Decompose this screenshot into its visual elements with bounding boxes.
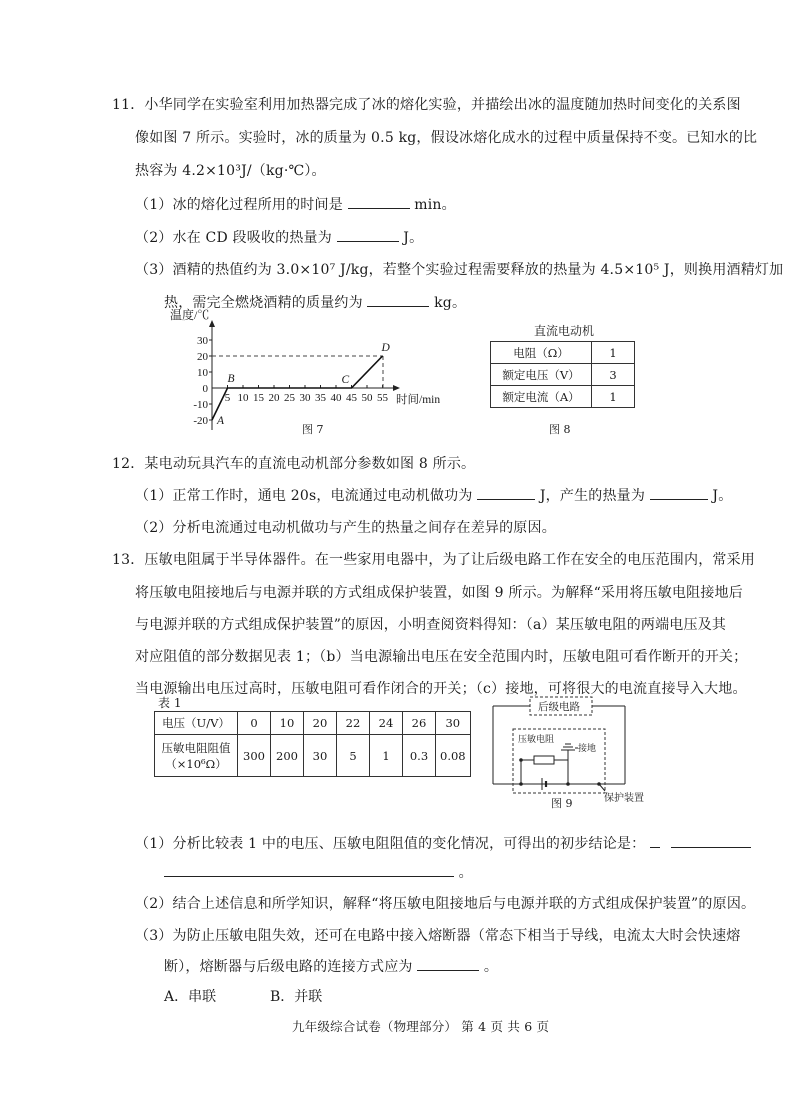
q12-line1: 12．某电动玩具汽车的直流电动机部分参数如图 8 所示。 — [112, 456, 476, 472]
param-name: 额定电流（A） — [491, 386, 592, 408]
x-tick-label: 20 — [268, 392, 280, 404]
table-cell: 0.08 — [436, 735, 471, 777]
q13-part3-line1: （3）为防止压敏电阻失效，还可在电路中接入熔断器（常态下相当于导线，电流太大时会快速熔 — [135, 928, 741, 944]
q13-part3-line2 — [164, 956, 498, 976]
option-b[interactable]: B．并联 — [270, 989, 323, 1005]
x-tick-label: 50 — [361, 392, 373, 404]
varistor-data-table — [154, 711, 471, 777]
point-label-a: A — [217, 415, 225, 427]
point-label-c: C — [341, 374, 350, 386]
motor-parameter-table — [490, 341, 635, 408]
q13-line2: 将压敏电阻接地后与电源并联的方式组成保护装置，如图 9 所示。为解释“采用将压敏电阻接地后 — [135, 585, 743, 601]
x-tick-label: 15 — [253, 392, 264, 404]
x-tick-label: 35 — [315, 392, 326, 404]
q11-part3-text: 热，需完全燃烧酒精的质量约为 — [164, 295, 363, 311]
y-tick-label: -20 — [193, 415, 208, 427]
answer-blank[interactable] — [477, 485, 535, 500]
y-tick-label: -10 — [193, 399, 208, 411]
table-cell: 300 — [238, 735, 271, 777]
table-cell: 1 — [370, 735, 403, 777]
q13-part1-end: 。 — [458, 865, 473, 881]
q11-part1 — [135, 194, 456, 214]
table-row — [155, 735, 471, 777]
answer-blank[interactable] — [417, 956, 479, 971]
x-tick-label: 10 — [237, 392, 249, 404]
table-row — [491, 364, 635, 386]
figure-8-caption: 图 8 — [549, 423, 571, 436]
answer-blank[interactable] — [671, 833, 751, 848]
y-tick-label: 20 — [197, 351, 208, 363]
y-axis-label: 温度/℃ — [170, 308, 210, 322]
answer-blank[interactable] — [650, 485, 708, 500]
q12-part1-text: （1）正常工作时，通电 20s，电流通过电动机做功为 — [135, 488, 473, 504]
row-label — [155, 735, 238, 777]
option-a[interactable]: A．串联 — [164, 989, 217, 1005]
param-value: 1 — [592, 342, 635, 364]
x-axis-label: 时间/min — [396, 394, 441, 406]
q13-line5: 当电源输出电压过高时，压敏电阻可看作闭合的开关；（c）接地，可将很大的电流直接导入大地。 — [135, 681, 747, 697]
q12-part1 — [135, 485, 732, 505]
q11-part3-line1: （3）酒精的热值约为 3.0×10⁷ J/kg，若整个实验过程需要释放的热量为 4.5×10⁵ J，则换用酒精灯加 — [135, 262, 784, 278]
table-row — [491, 386, 635, 408]
point-label-b: B — [227, 373, 235, 385]
q12-part2: （2）分析电流通过电动机做功与产生的热量之间存在差异的原因。 — [135, 520, 556, 536]
param-value: 3 — [592, 364, 635, 386]
answer-blank[interactable] — [348, 194, 410, 209]
table-cell: 24 — [370, 712, 403, 735]
q11-part3-unit: kg。 — [434, 295, 467, 311]
figure-9-circuit — [488, 694, 663, 806]
q11-part1-text: （1）冰的熔化过程所用的时间是 — [135, 197, 343, 213]
q11-part2-text: （2）水在 CD 段吸收的热量为 — [135, 230, 332, 246]
varistor-label: 压敏电阻 — [518, 734, 555, 744]
table-cell: 0.3 — [403, 735, 436, 777]
q13-line4: 对应阻值的部分数据见表 1；（b）当电源输出电压在安全范围内时，压敏电阻可看作断开的开关； — [135, 649, 748, 665]
figure-8-title: 直流电动机 — [534, 324, 595, 338]
table-cell: 30 — [304, 735, 337, 777]
table-1-title: 表 1 — [158, 696, 182, 710]
q13-part3-text: 断），熔断器与后级电路的连接方式应为 — [164, 959, 413, 975]
q12-part1-unit: J。 — [712, 488, 733, 504]
table-cell: 26 — [403, 712, 436, 735]
figure-9-caption: 图 9 — [551, 797, 573, 810]
y-tick-label: 0 — [202, 383, 208, 395]
x-tick-label: 30 — [299, 392, 311, 404]
y-axis-arrow — [209, 320, 215, 327]
param-value: 1 — [592, 386, 635, 408]
q11-part1-unit: min。 — [414, 197, 456, 213]
q11-part2-unit: J。 — [403, 230, 424, 246]
answer-blank[interactable] — [164, 862, 454, 877]
row-label-line2: （×10⁶Ω） — [165, 756, 227, 771]
x-tick-label: 5 — [224, 392, 231, 404]
table-cell: 20 — [304, 712, 337, 735]
x-tick-label: 45 — [346, 392, 357, 404]
y-tick-label: 30 — [197, 335, 208, 347]
q11-line2: 像如图 7 所示。实验时，冰的质量为 0.5 kg，假设冰熔化成水的过程中质量保持不变。已知水的比 — [135, 130, 758, 146]
q13-part1 — [135, 833, 751, 853]
table-cell: 10 — [271, 712, 304, 735]
x-tick-label: 40 — [330, 392, 342, 404]
table-cell: 30 — [436, 712, 471, 735]
q13-part2: （2）结合上述信息和所学知识，解释“将压敏电阻接地后与电源并联的方式组成保护装置”的原因。 — [135, 896, 756, 912]
q13-part1-line2 — [164, 862, 473, 882]
table-row — [491, 342, 635, 364]
q13-part3-end: 。 — [483, 959, 499, 975]
q11-part2 — [135, 227, 423, 247]
rear-circuit-label: 后级电路 — [538, 702, 580, 713]
row-label: 电压（U/V） — [155, 712, 238, 735]
q12-part1-mid: J，产生的热量为 — [539, 488, 646, 504]
q11-line1: 11．小华同学在实验室利用加热器完成了冰的熔化实验，并描绘出冰的温度随加热时间变化的关系图 — [112, 97, 741, 113]
q11-line3: 热容为 4.2×10³J/（kg·℃）。 — [135, 163, 326, 179]
row-label-line1: 压敏电阻阻值 — [161, 740, 231, 755]
table-cell: 22 — [337, 712, 370, 735]
page-footer: 九年级综合试卷（物理部分） 第 4 页 共 6 页 — [292, 1019, 550, 1034]
q13-line1: 13．压敏电阻属于半导体器件。在一些家用电器中，为了让后级电路工作在安全的电压范围内，常采用 — [112, 552, 756, 568]
q13-line3: 与电源并联的方式组成保护装置”的原因，小明查阅资料得知：（a）某压敏电阻的两端电压及其 — [135, 617, 727, 633]
figure-7-graph — [160, 305, 460, 440]
table-cell: 5 — [337, 735, 370, 777]
x-tick-label: 25 — [284, 392, 295, 404]
q13-part1-text: （1）分析比较表 1 中的电压、压敏电阻阻值的变化情况，可得出的初步结论是： — [135, 836, 646, 852]
varistor-resistor — [534, 756, 554, 764]
answer-blank[interactable] — [337, 227, 399, 242]
table-row — [155, 712, 471, 735]
point-label-d: D — [381, 342, 390, 354]
param-name: 额定电压（V） — [491, 364, 592, 386]
answer-blank[interactable] — [650, 833, 660, 848]
protection-device-label: 保护装置 — [604, 793, 644, 804]
y-tick-label: 10 — [197, 367, 208, 379]
ground-label: 接地 — [578, 743, 597, 753]
table-cell: 200 — [271, 735, 304, 777]
x-tick-label: 55 — [377, 392, 388, 404]
x-axis-arrow — [393, 385, 400, 391]
device-leader — [599, 784, 605, 791]
figure-7-caption: 图 7 — [302, 423, 324, 436]
param-name: 电阻（Ω） — [491, 342, 592, 364]
table-cell: 0 — [238, 712, 271, 735]
